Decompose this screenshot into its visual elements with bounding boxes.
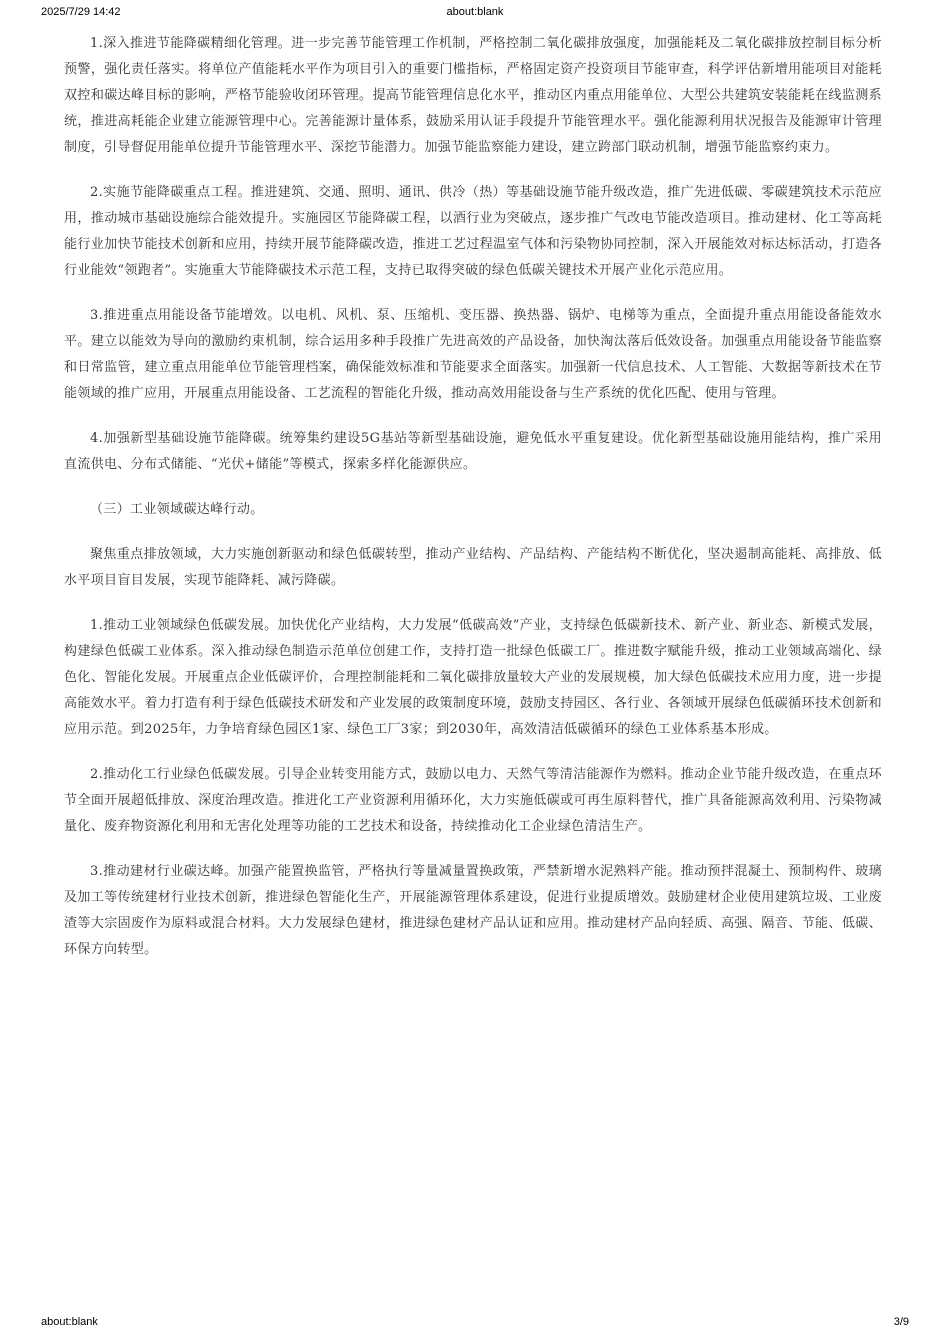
document-body <box>64 31 882 982</box>
paragraph-key-equipment: 3.推进重点用能设备节能增效。以电机、风机、泵、压缩机、变压器、换热器、锅炉、电梯等为重点，全面提升重点用能设备能效水平。建立以能效为导向的激励约束机制，综合运用多种手段推广先进高效的产品设备，加快淘汰落后低效设备。加强重点用能设备节能监察和日常监管，建立重点用能单位节能管理档案，确保能效标准和节能要求全面落实。加强新一代信息技术、人工智能、大数据等新技术在节能领域的推广应用，开展重点用能设备、工艺流程的智能化升级，推动高效用能设备与生产系统的优化匹配、使用与管理。 <box>64 308 882 401</box>
paragraph-building-materials: 3.推动建材行业碳达峰。加强产能置换监管，严格执行等量减量置换政策，严禁新增水泥熟料产能。推动预拌混凝土、预制构件、玻璃及加工等传统建材行业技术创新，推进绿色智能化生产，开展能源管理体系建设，促进行业提质增效。鼓励建材企业使用建筑垃圾、工业废渣等大宗固废作为原料或混合材料。大力发展绿色建材，推进绿色建材产品认证和应用。推动建材产品向轻质、高强、隔音、节能、低碳、环保方向转型。 <box>64 864 882 957</box>
paragraph-new-infrastructure: 4.加强新型基础设施节能降碳。统筹集约建设5G基站等新型基础设施，避免低水平重复建设。优化新型基础设施用能结构，推广采用直流供电、分布式储能、“光伏+储能”等模式，探索多样化能源供应。 <box>64 431 882 472</box>
paragraph-industry-green: 1.推动工业领域绿色低碳发展。加快优化产业结构，大力发展“低碳高效”产业，支持绿色低碳新技术、新产业、新业态、新模式发展，构建绿色低碳工业体系。深入推动绿色制造示范单位创建工作，支持打造一批绿色低碳工厂。推进数字赋能升级，推动工业领域高端化、绿色化、智能化发展。开展重点企业低碳评价，合理控制能耗和二氧化碳排放量较大产业的发展规模，加大绿色低碳技术应用力度，进一步提高能效水平。着力打造有利于绿色低碳技术研发和产业发展的政策制度环境，鼓励支持园区、各行业、各领域开展绿色低碳循环技术创新和应用示范。到2025年，力争培育绿色园区1家、绿色工厂3家；到2030年，高效清洁低碳循环的绿色工业体系基本形成。 <box>64 618 882 737</box>
section-heading-industry: （三）工业领域碳达峰行动。 <box>90 502 264 517</box>
print-header <box>0 6 950 22</box>
paragraph-energy-management: 1.深入推进节能降碳精细化管理。进一步完善节能管理工作机制，严格控制二氧化碳排放强度，加强能耗及二氧化碳排放控制目标分析预警，强化责任落实。将单位产值能耗水平作为项目引入的重要门槛指标，严格固定资产投资项目节能审查，科学评估新增用能项目对能耗双控和碳达峰目标的影响，严格节能验收闭环管理。提高节能管理信息化水平，推动区内重点用能单位、大型公共建筑安装能耗在线监测系统，推进高耗能企业建立能源管理中心。完善能源计量体系，鼓励采用认证手段提升节能管理水平。强化能源利用状况报告及能源审计管理制度，引导督促用能单位提升节能管理水平、深挖节能潜力。加强节能监察能力建设，建立跨部门联动机制，增强节能监察约束力。 <box>64 36 882 155</box>
print-url: about:blank <box>446 6 504 18</box>
page-number: 3/9 <box>893 1316 909 1328</box>
print-footer <box>0 1316 950 1332</box>
paragraph-industry-intro: 聚焦重点排放领域，大力实施创新驱动和绿色低碳转型，推动产业结构、产品结构、产能结构不断优化，坚决遏制高能耗、高排放、低水平项目盲目发展，实现节能降耗、减污降碳。 <box>64 547 882 588</box>
footer-url: about:blank <box>41 1316 98 1328</box>
print-datetime: 2025/7/29 14:42 <box>41 6 121 18</box>
paragraph-key-projects: 2.实施节能降碳重点工程。推进建筑、交通、照明、通讯、供冷（热）等基础设施节能升级改造，推广先进低碳、零碳建筑技术示范应用，推动城市基础设施综合能效提升。实施园区节能降碳工程，以酒行业为突破点，逐步推广气改电节能改造项目。推动建材、化工等高耗能行业加快节能技术创新和应用，持续开展节能降碳改造，推进工艺过程温室气体和污染物协同控制，深入开展能效对标达标活动，打造各行业能效“领跑者”。实施重大节能降碳技术示范工程，支持已取得突破的绿色低碳关键技术开展产业化示范应用。 <box>64 185 882 278</box>
paragraph-chemical-industry: 2.推动化工行业绿色低碳发展。引导企业转变用能方式，鼓励以电力、天然气等清洁能源作为燃料。推动企业节能升级改造，在重点环节全面开展超低排放、深度治理改造。推进化工产业资源利用循环化，大力实施低碳或可再生原料替代，推广具备能源高效利用、污染物减量化、废弃物资源化利用和无害化处理等功能的工艺技术和设备，持续推动化工企业绿色清洁生产。 <box>64 767 882 834</box>
